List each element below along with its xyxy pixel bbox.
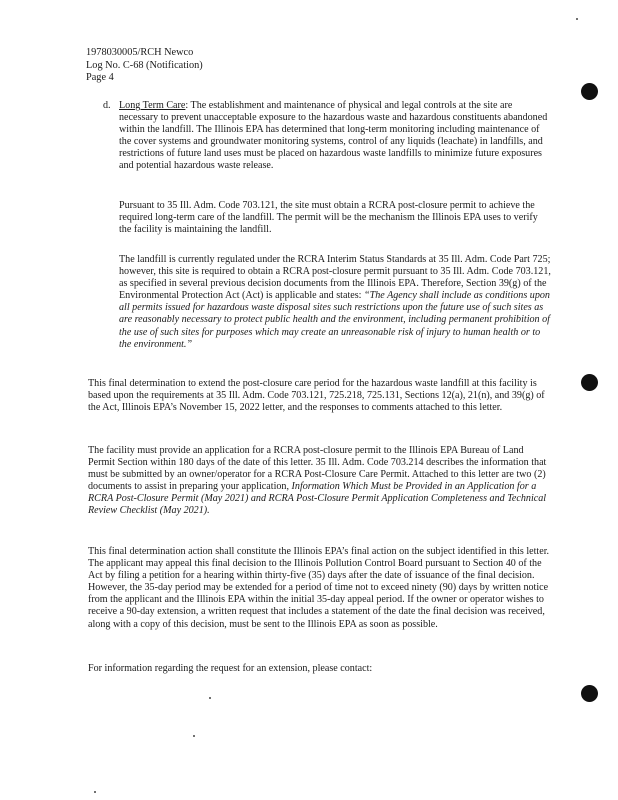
appeal-paragraph: This final determination action shall constitute the Illinois EPA’s final action on the subject identified in this letter. The applicant may appeal this final decision to the Illinois Pollution Control Board pursuant to Section 40 of the Act by filing a petition for a hearing within thirty-five (35) days after the date of issuance of the final decision. However, the 35-day period may be extended for a period of time not to exceed ninety (90) days by written notice from the applicant and the Illinois EPA within the initial 35-day appeal period. If the owner or operator wishes to receive a 90-day extension, a written request that includes a statement of the date the final decision was received, along with a copy of this decision, must be sent to the Illinois EPA as soon as possible. [88, 546, 550, 630]
regulation-text: The landfill is currently regulated under the RCRA Interim Status Standards at 35 Ill. Adm. Code Part 725; however, this site is required to obtain a RCRA post-closure permit pursuant to 35 Ill. Adm. Code 703.121, as specified in several previous decision documents from the Illinois EPA. Therefore, Section 39(g) of the Environmental Protection Act (Act) is applicable and states: [119, 254, 551, 302]
act-quote: “The Agency shall include as conditions upon all permits issued for hazardous waste disposal sites such restrictions upon the future use of such sites as are reasonably necessary to protect public health and the environment, including permanent prohibition of the use of such sites for purposes which may create an unreasonable risk of injury to human health or to the environment.” [119, 290, 550, 350]
application-documents: Information Which Must be Provided in an Application for a RCRA Post-Closure Permit (May 2021) and RCRA Post-Closure Permit Application Completeness and Technical Review Checklist (May 2021). [88, 481, 547, 517]
item-d-title: Long Term Care [119, 100, 186, 111]
binder-hole-bottom [581, 685, 598, 702]
scan-speck [576, 18, 578, 20]
header-log-number: Log No. C-68 (Notification) [86, 59, 203, 71]
scan-speck [193, 735, 195, 737]
binder-hole-top [581, 83, 598, 100]
scan-speck [94, 791, 96, 793]
binder-hole-middle [581, 374, 598, 391]
application-paragraph [88, 445, 552, 518]
item-d-label: d. [103, 100, 111, 111]
regulation-paragraph [119, 254, 551, 351]
item-d-paragraph [119, 100, 551, 173]
permit-requirement-paragraph: Pursuant to 35 Ill. Adm. Code 703.121, the site must obtain a RCRA post-closure permit to achieve the required long-term care of the landfill. The permit will be the mechanism the Illinois EPA uses to verify the facility is maintaining the landfill. [119, 200, 538, 236]
page-header [86, 47, 203, 85]
application-text: The facility must provide an application for a RCRA post-closure permit to the Illinois EPA Bureau of Land Permit Section within 180 days of the date of this letter. 35 Ill. Adm. Code 703.214 describes the information that must be submitted by an owner/operator for a RCRA Post-Closure Care Permit. Attached to this letter are two (2) documents to assist in preparing your application, [88, 445, 547, 493]
scan-speck [209, 697, 211, 699]
header-page-number: Page 4 [86, 72, 114, 84]
contact-paragraph: For information regarding the request for an extension, please contact: [88, 663, 373, 674]
final-determination-paragraph: This final determination to extend the post-closure care period for the hazardous waste landfill at this facility is based upon the requirements at 35 Ill. Adm. Code 703.121, 725.218, 725.131, Sections 12(a), 21(n), and 39(g) of the Act, Illinois EPA’s November 15, 2022 letter, and the responses to comments attached to this letter. [88, 378, 545, 414]
item-d-body: : The establishment and maintenance of physical and legal controls at the site are necessary to prevent unacceptable exposure to the hazardous waste and hazardous constituents abandoned within the landfill. The Illinois EPA has determined that long-term monitoring including maintenance of the cover systems and groundwater monitoring systems, control of any liquids (leachate) in landfills, and restrictions of future land uses must be placed on hazardous waste landfills to minimize future exposures and potential hazardous waste release. [119, 100, 548, 172]
header-facility-id: 1978030005/RCH Newco [86, 47, 194, 58]
